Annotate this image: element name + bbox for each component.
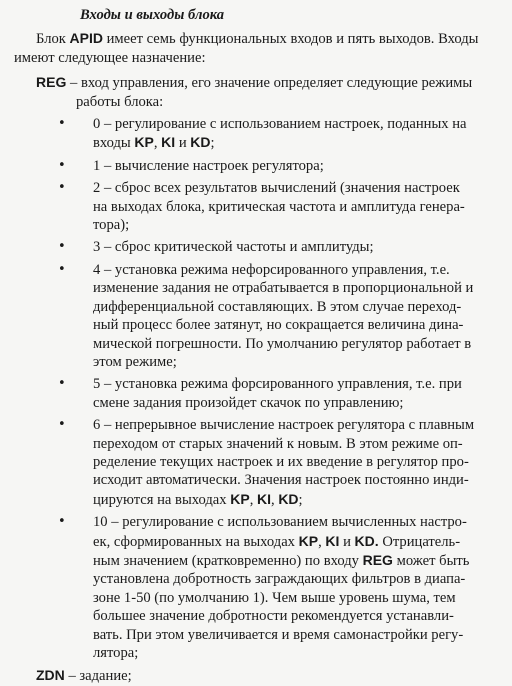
zdn-input-description: ZDN – задание; — [36, 667, 132, 685]
mode-list — [36, 115, 502, 662]
list-item-mode-0: • 0 – регулирование с использованием настроек, поданных на входы KP, KI и KD; — [93, 115, 502, 153]
intro-line-1: Блок APID имеет семь функциональных входов и пять выходов. Входы — [36, 30, 479, 48]
intro-line-2: имеют следующее назначение: — [14, 49, 206, 66]
reg-input-description — [36, 73, 502, 662]
reg-line-1: REG – вход управления, его значение определяет следующие режимы — [36, 74, 473, 92]
list-item-mode-1: • 1 – вычисление настроек регулятора; — [93, 157, 502, 175]
block-name: APID — [69, 30, 103, 47]
list-item-mode-2: • 2 – сброс всех результатов вычислений (значения настроек на выходах блока, критическая частота и амплитуда генера- тора); — [93, 179, 502, 234]
list-item-mode-5: • 5 – установка режима форсированного управления, т.е. при смене задания произойдет скачок по управлению; — [93, 375, 502, 412]
list-item-mode-4: • 4 – установка режима нефорсированного управления, т.е. изменение задания не отрабатывается в пропорциональной и дифференциальной составляющих. В этом случае переход- ный процесс более затянут, но сокращается величина дина- мической погрешности. По умолчанию регулятор работает в этом режиме; — [93, 261, 502, 371]
section-heading: Входы и выходы блока — [80, 7, 225, 23]
list-item-mode-10: • 10 – регулирование с использованием вычисленных настро- ек, сформированных на выходах KP, KI и KD. Отрицатель- ным значением (кратковременно) по входу REG может быть установлена добротность заграждающих фильтров в диапа- зоне 1-50 (по умолчанию 1). Чем выше уровень шума, тем большее значение добротности рекомендуется устанавли- вать. При этом увеличивается и время самонастройки регу- лятора; — [93, 513, 502, 662]
intro-paragraph — [14, 29, 502, 67]
list-item-mode-6: • 6 – непрерывное вычисление настроек регулятора с плавным переходом от старых значений к новым. В этом режиме оп- ределение текущих настроек и их введение в регулятор про- исходит автоматически. Значения настроек постоянно инди- цируются на выходах KP, KI, KD; — [93, 416, 502, 509]
list-item-mode-3: • 3 – сброс критической частоты и амплитуды; — [93, 238, 502, 256]
zdn-term: ZDN — [36, 667, 65, 684]
reg-line-2: работы блока: — [76, 93, 164, 110]
reg-term: REG — [36, 74, 67, 91]
